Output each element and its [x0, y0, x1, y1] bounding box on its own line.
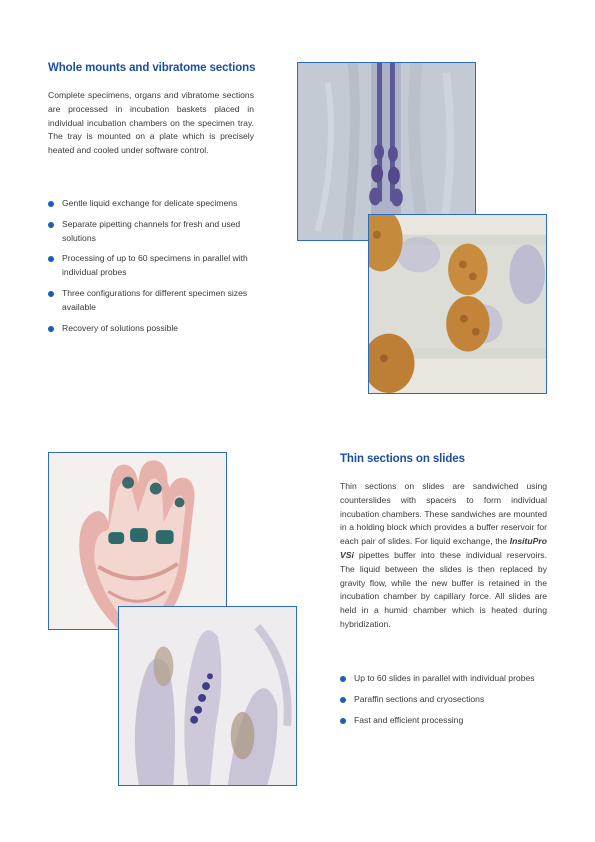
bullet-dot-icon [340, 697, 346, 703]
section-paragraph-whole-mounts: Complete specimens, organs and vibratome sections are processed in incubation baskets placed in individual incubation chambers on the specimen tray. The tray is mounted on a plate which is precisely heated and cooled under software control. [48, 90, 254, 156]
bullet-item [48, 287, 263, 315]
section-title-thin-sections: Thin sections on slides [340, 453, 465, 465]
bullet-dot-icon [340, 718, 346, 724]
bullet-item [340, 714, 550, 728]
bullet-item [340, 693, 550, 707]
bullet-list-thin-sections [340, 672, 550, 727]
bullet-text: Fast and efficient processing [354, 714, 464, 725]
bullet-text: Recovery of solutions possible [62, 322, 179, 333]
bullet-text: Paraffin sections and cryosections [354, 693, 485, 704]
bullet-text: Three configurations for different specimen sizes available [62, 287, 248, 312]
product-name: InsituPro VSi [340, 536, 547, 560]
bullet-dot-icon [48, 201, 54, 207]
bullet-dot-icon [48, 291, 54, 297]
bullet-dot-icon [48, 222, 54, 228]
bullet-item [48, 197, 263, 211]
bullet-text: Up to 60 slides in parallel with individual probes [354, 673, 535, 683]
bullet-item [340, 672, 550, 686]
micrograph-digit-section-image [118, 606, 297, 786]
micrograph-somites-image [368, 214, 547, 394]
section-paragraph-thin-sections [340, 480, 547, 632]
bullet-text: Processing of up to 60 specimens in parallel with individual probes [62, 253, 248, 278]
bullet-list-whole-mounts [48, 197, 263, 335]
bullet-text: Gentle liquid exchange for delicate specimens [62, 198, 238, 208]
paragraph-text-start: Thin sections on slides are sandwiched using counterslides with spacers to form individual incubation chambers. These sandwiches are mounted in a holding block which provides a buffer reservoir for each pair of slides. For liquid exchange, the [340, 481, 547, 547]
bullet-item [48, 218, 263, 246]
bullet-item [48, 252, 263, 280]
micrograph-limb-section-image [48, 452, 227, 630]
paragraph-text-end: pipettes buffer into these individual reservoirs. The liquid between the slides is then replaced by gravity flow, while the new buffer is retained in the incubation chamber by capillary force. All slides are held in a humid chamber which is heated during hybridization. [340, 549, 547, 629]
bullet-text: Separate pipetting channels for fresh and used solutions [62, 218, 241, 243]
bullet-dot-icon [48, 326, 54, 332]
bullet-dot-icon [340, 676, 346, 682]
bullet-dot-icon [48, 256, 54, 262]
bullet-item [48, 322, 263, 336]
section-title-whole-mounts: Whole mounts and vibratome sections [48, 62, 256, 74]
